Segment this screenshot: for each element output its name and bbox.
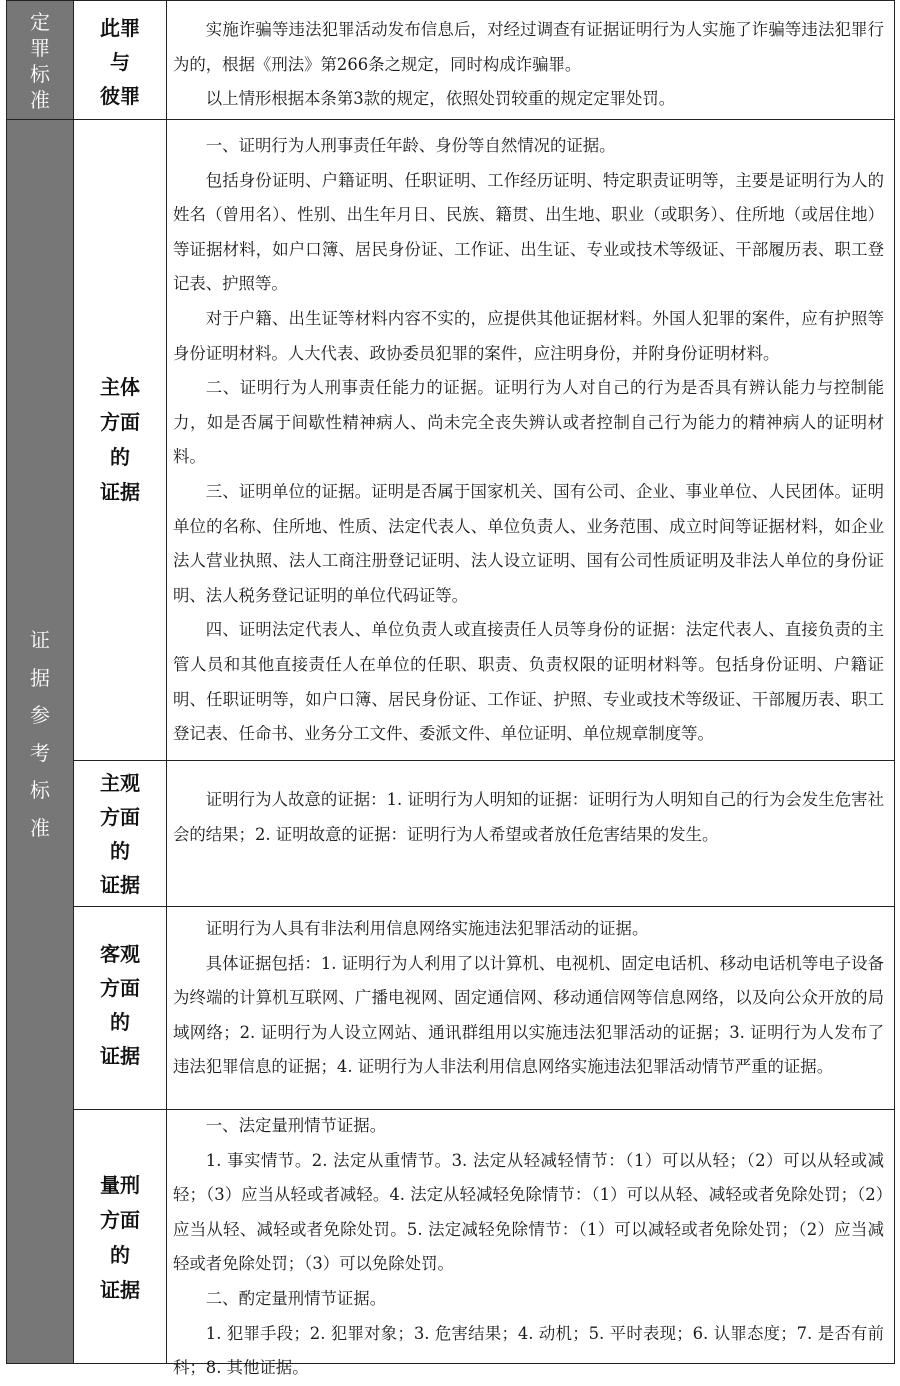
section-label-conviction-standard <box>7 1 74 119</box>
category-line: 彼罪 <box>100 84 140 108</box>
content-paragraph: 实施诈骗等违法犯罪活动发布信息后，对经过调查有证据证明行为人实施了诈骗等违法犯罪行为的，根据《刑法》第266条之规定，同时构成诈骗罪。 <box>173 20 884 74</box>
row-content-objective-evidence <box>167 912 894 1085</box>
category-line: 方面 <box>100 410 140 434</box>
section-label-char: 定 <box>30 10 50 34</box>
category-line: 方面 <box>100 1208 140 1232</box>
content-paragraph: 四、证明法定代表人、单位负责人或直接责任人员等身份的证据：法定代表人、直接负责的主管人员和其他直接责任人在单位的任职、职责、负责权限的证明材料等。包括身份证明、户籍证明、任职证明等，如户口簿、居民身份证、工作证、护照、专业或技术等级证、干部履历表、职工登记表、任命书、业务分工文件、委派文件、单位证明、单位规章制度等。 <box>173 620 884 744</box>
row-category-objective-evidence <box>74 907 167 1109</box>
content-paragraph: 二、酌定量刑情节证据。 <box>205 1288 387 1308</box>
row-content-subject-evidence <box>167 129 894 752</box>
content-paragraph: 证明行为人具有非法利用信息网络实施违法犯罪活动的证据。 <box>205 919 649 938</box>
row-category-this-vs-other-crime <box>74 1 167 119</box>
category-line: 证据 <box>100 480 140 504</box>
category-line: 证据 <box>100 873 140 897</box>
category-line: 此罪 <box>100 16 140 40</box>
content-paragraph: 一、证明行为人刑事责任年龄、身份等自然情况的证据。 <box>205 136 616 155</box>
content-paragraph: 以上情形根据本条第3款的规定，依照处罚较重的规定定罪处罚。 <box>205 89 676 109</box>
section-label-char: 准 <box>30 88 50 112</box>
section-label-char: 标 <box>30 62 50 86</box>
category-line: 方面 <box>100 976 140 1000</box>
content-paragraph: 包括身份证明、户籍证明、任职证明、工作经历证明、特定职责证明等，主要是证明行为人的姓名（曾用名）、性别、出生年月日、民族、籍贯、出生地、职业（或职务）、住所地（或居住地）等证据材料，如户口簿、居民身份证、工作证、出生证、专业或技术等级证、干部履历表、职工登记表、护照等。 <box>173 170 884 294</box>
category-line: 主观 <box>100 771 140 795</box>
category-line: 客观 <box>100 942 140 966</box>
row-divider <box>74 906 894 907</box>
content-paragraph: 1. 犯罪手段；2. 犯罪对象；3. 危害结果；4. 动机；5. 平时表现；6. 认罪态度；7. 是否有前科；8. 其他证据。 <box>173 1323 884 1378</box>
row-content-sentencing-evidence <box>167 1109 894 1386</box>
row-category-subjective-evidence <box>74 761 167 906</box>
category-line: 的 <box>110 1010 130 1034</box>
row-content-subjective-evidence <box>167 783 894 852</box>
section-label-evidence-standard <box>7 120 74 1363</box>
content-paragraph: 证明行为人故意的证据：1. 证明行为人明知的证据：证明行为人明知自己的行为会发生危害社会的结果；2. 证明故意的证据：证明行为人希望或者放任危害结果的发生。 <box>173 790 884 844</box>
section-label-char: 证 <box>30 628 50 652</box>
category-line: 方面 <box>100 805 140 829</box>
evidence-standard-table <box>6 0 895 1378</box>
content-paragraph: 1. 事实情节。2. 法定从重情节。3. 法定从轻减轻情节：（1）可以从轻；（2）可以从轻或减轻；（3）应当从轻或者减轻。4. 法定从轻减轻免除情节：（1）可以从轻、减轻或者免除处罚；（2）应当从轻、减轻或者免除处罚。5. 法定减轻免除情节：（1）可以减轻或者免除处罚；（2）应当减轻或者免除处罚；（3）可以免除处罚。 <box>173 1150 884 1274</box>
row-category-subject-evidence <box>74 120 167 760</box>
row-category-sentencing-evidence <box>74 1110 167 1364</box>
section-label-char: 标 <box>30 778 50 802</box>
category-line: 的 <box>110 839 130 863</box>
category-line: 的 <box>110 445 130 469</box>
category-line: 主体 <box>100 375 140 399</box>
content-paragraph: 二、证明行为人刑事责任能力的证据。证明行为人对自己的行为是否具有辨认能力与控制能力，如是否属于间歇性精神病人、尚未完全丧失辨认或者控制自己行为能力的精神病人的证明材料。 <box>173 378 884 467</box>
content-paragraph: 具体证据包括：1. 证明行为人利用了以计算机、电视机、固定电话机、移动电话机等电子设备为终端的计算机互联网、广播电视网、固定通信网、移动通信网等信息网络，以及向公众开放的局域网络；2. 证明行为人设立网站、通讯群组用以实施违法犯罪活动的证据；3. 证明行为人发布了违法犯罪信息的证据；4. 证明行为人非法利用信息网络实施违法犯罪活动情节严重的证据。 <box>173 953 884 1077</box>
content-paragraph: 一、法定量刑情节证据。 <box>205 1116 387 1135</box>
category-line: 与 <box>110 50 130 74</box>
section-label-char: 准 <box>30 815 50 840</box>
section-label-char: 罪 <box>30 36 50 60</box>
row-content-this-vs-other-crime <box>167 13 894 117</box>
category-line: 证据 <box>100 1044 140 1068</box>
content-paragraph: 三、证明单位的证据。证明是否属于国家机关、国有公司、企业、事业单位、人民团体。证明单位的名称、住所地、性质、法定代表人、单位负责人、业务范围、成立时间等证据材料，如企业法人营业执照、法人工商注册登记证明、法人设立证明、国有公司性质证明及非法人单位的身份证明、法人税务登记证明的单位代码证等。 <box>173 481 884 605</box>
row-divider <box>74 760 894 761</box>
content-paragraph: 对于户籍、出生证等材料内容不实的，应提供其他证据材料。外国人犯罪的案件，应有护照等身份证明材料。人大代表、政协委员犯罪的案件，应注明身份，并附身份证明材料。 <box>173 308 884 363</box>
category-line: 的 <box>110 1243 130 1267</box>
section-label-char: 据 <box>30 665 50 690</box>
category-line: 证据 <box>100 1278 140 1302</box>
section-label-char: 考 <box>30 740 50 765</box>
section-label-char: 参 <box>30 703 50 727</box>
category-line: 量刑 <box>100 1173 140 1197</box>
